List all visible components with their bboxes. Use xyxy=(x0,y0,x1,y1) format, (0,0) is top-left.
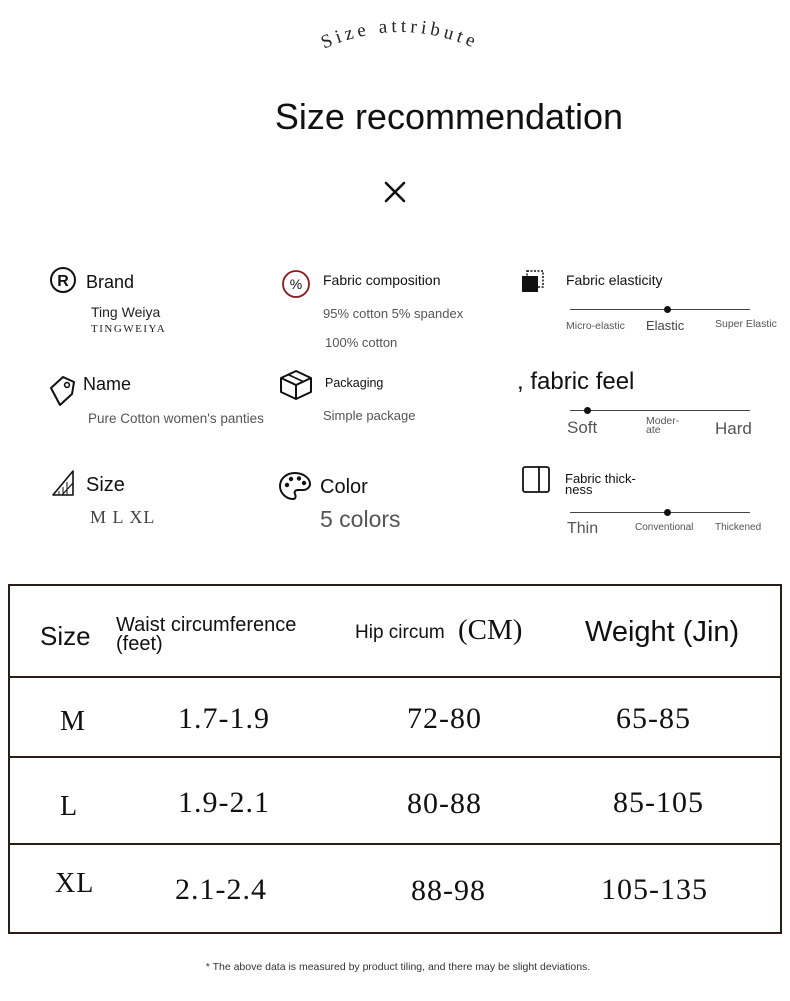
table-header-waist-line1: Waist circumference xyxy=(116,614,297,636)
thickness-scale-line xyxy=(570,512,750,513)
brand-value-caps: TINGWEIYA xyxy=(91,323,167,335)
thickness-tick-conventional: Conventional xyxy=(635,522,694,533)
table-divider xyxy=(10,756,780,758)
color-value: 5 colors xyxy=(320,506,401,532)
fabric-thickness-label-line2: ness xyxy=(565,482,593,497)
svg-text:%: % xyxy=(289,276,303,292)
fabric-thickness-icon xyxy=(521,466,551,494)
row-l-size: L xyxy=(60,791,79,822)
feel-scale-line xyxy=(570,410,750,411)
row-l-weight: 85-105 xyxy=(613,786,704,819)
fabric-layers-icon xyxy=(521,270,545,294)
row-l-hip: 80-88 xyxy=(407,787,482,820)
fabric-composition-label: Fabric composition xyxy=(323,272,441,288)
brand-value: Ting Weiya xyxy=(91,304,161,320)
row-m-size: M xyxy=(60,706,86,737)
table-divider xyxy=(10,676,780,678)
elasticity-tick-elastic: Elastic xyxy=(646,318,685,333)
registered-trademark-icon xyxy=(49,266,77,294)
fabric-feel-label: , fabric feel xyxy=(517,368,635,395)
fabric-composition-value-1: 95% cotton 5% spandex xyxy=(323,306,464,321)
arc-heading-text: Size attribute xyxy=(318,15,483,54)
fabric-elasticity-label: Fabric elasticity xyxy=(566,272,663,288)
svg-text:Size attribute xyxy=(318,16,482,53)
size-attribute-arc-heading xyxy=(280,8,520,78)
name-value: Pure Cotton women's panties xyxy=(88,411,264,426)
color-label: Color xyxy=(320,476,368,498)
thickness-tick-thickened: Thickened xyxy=(715,522,762,533)
row-xl-weight: 105-135 xyxy=(601,873,708,906)
packaging-label: Packaging xyxy=(325,376,384,390)
table-header-weight: Weight (Jin) xyxy=(585,616,740,648)
row-m-weight: 65-85 xyxy=(616,702,691,735)
size-value: M L XL xyxy=(90,507,156,527)
table-header-hip: Hip circum xyxy=(355,622,445,643)
feel-tick-hard: Hard xyxy=(715,419,752,438)
packaging-value: Simple package xyxy=(323,408,416,423)
fabric-thickness-label xyxy=(565,473,636,495)
color-palette-icon xyxy=(278,471,312,501)
ruler-triangle-icon xyxy=(51,469,75,497)
table-divider xyxy=(10,843,780,845)
table-header-waist xyxy=(116,616,296,654)
table-header-waist-line2: (feet) xyxy=(116,633,163,655)
row-l-waist: 1.9-2.1 xyxy=(178,786,270,819)
feel-tick-moderate xyxy=(646,417,679,435)
elasticity-scale-line xyxy=(570,309,750,310)
elasticity-tick-super: Super Elastic xyxy=(715,318,777,330)
svg-text:R: R xyxy=(57,273,69,290)
table-header-hip-unit: (CM) xyxy=(458,614,523,646)
feel-tick-soft: Soft xyxy=(567,418,598,437)
fabric-thickness-label-line1: Fabric thick- xyxy=(565,471,636,486)
name-label: Name xyxy=(83,374,132,394)
package-box-icon xyxy=(278,369,314,401)
footnote: * The above data is measured by product tiling, and there may be slight deviations. xyxy=(205,961,591,973)
feel-tick-moderate-line1: Moder- xyxy=(646,415,680,427)
price-tag-icon xyxy=(47,374,79,408)
size-label: Size xyxy=(86,474,125,496)
percent-circle-icon xyxy=(281,269,311,299)
row-m-hip: 72-80 xyxy=(407,702,482,735)
table-header-size: Size xyxy=(40,621,91,651)
thickness-scale-marker xyxy=(664,509,671,516)
thickness-tick-thin: Thin xyxy=(567,520,599,537)
page-title: Size recommendation xyxy=(274,96,624,137)
feel-tick-moderate-line2: ate xyxy=(646,424,661,436)
brand-label: Brand xyxy=(86,272,135,292)
size-table xyxy=(8,584,782,934)
feel-scale-marker xyxy=(584,407,591,414)
row-xl-hip: 88-98 xyxy=(411,874,486,907)
row-xl-size: XL xyxy=(55,868,95,899)
close-cross-icon xyxy=(381,178,409,206)
elasticity-tick-micro: Micro-elastic xyxy=(566,320,625,332)
elasticity-scale-marker xyxy=(664,306,671,313)
fabric-composition-value-2: 100% cotton xyxy=(325,335,398,350)
row-m-waist: 1.7-1.9 xyxy=(178,702,270,735)
row-xl-waist: 2.1-2.4 xyxy=(175,873,267,906)
